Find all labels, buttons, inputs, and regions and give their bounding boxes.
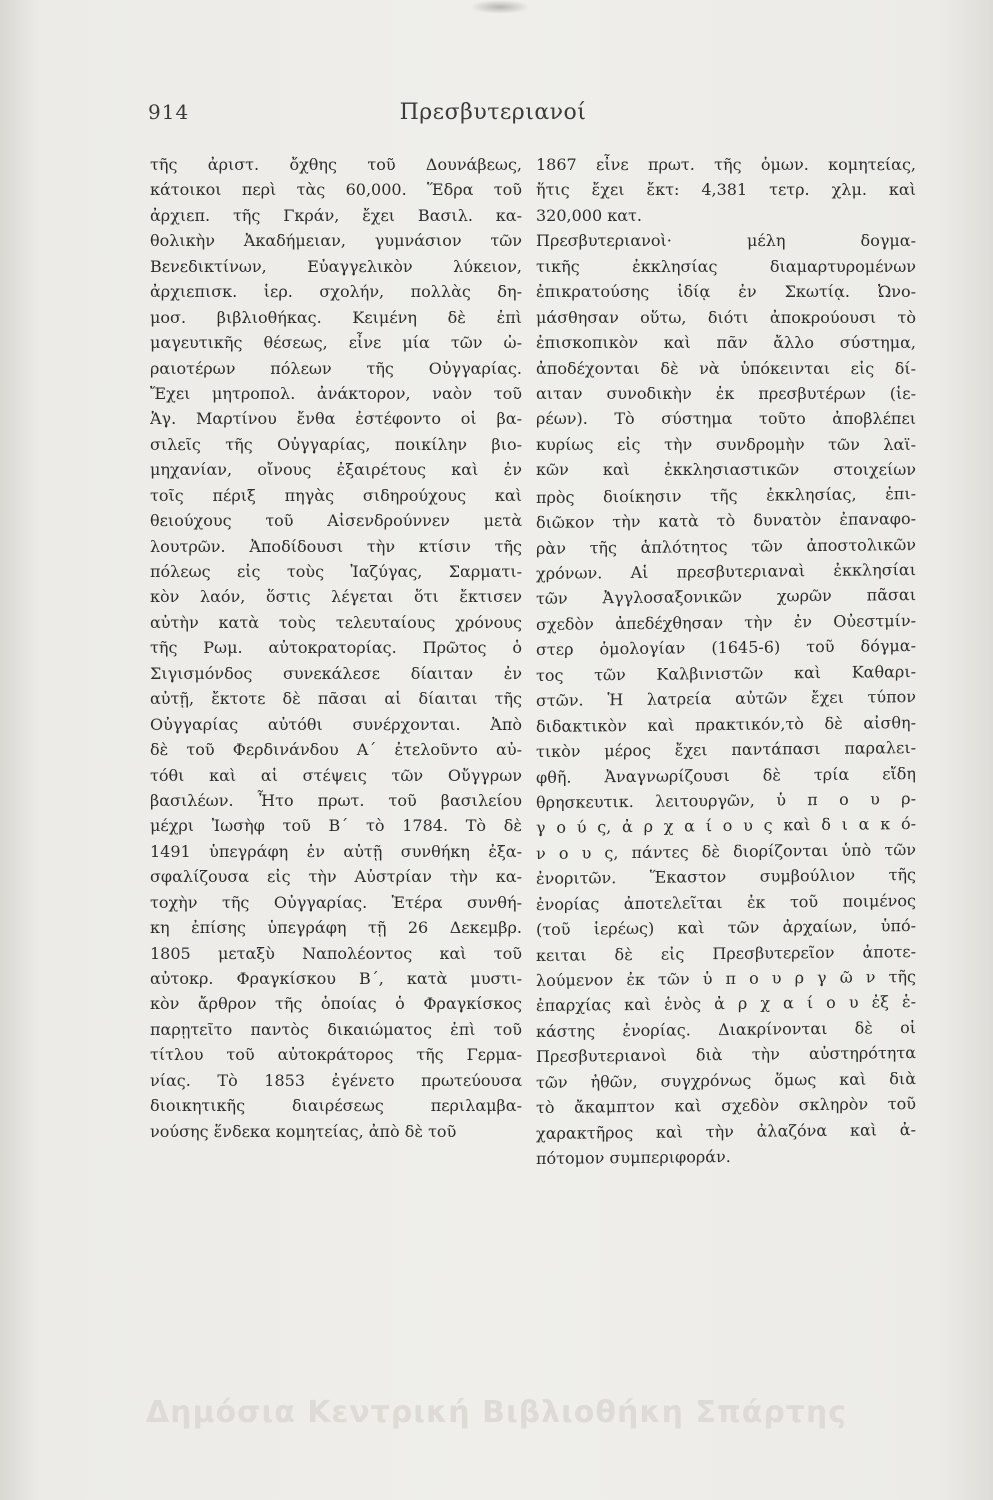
text-line: κειται δὲ εἰς Πρεσβυτερεῖον ἀποτε- (536, 941, 916, 965)
text-line: ρέων). Τὸ σύστημα τοῦτο ἀποβλέπει (536, 409, 916, 429)
page-number: 914 (148, 100, 190, 124)
text-line: τικῆς ἐκκλησίας διαμαρτυρομένων (536, 256, 916, 276)
text-line: στῶν. Ἡ λατρεία αὐτῶν ἔχει τύπον (536, 687, 916, 711)
text-line: ἐπικρατούσης ἰδίᾳ ἐν Σκωτίᾳ. Ὠνο- (536, 282, 916, 302)
text-line: τὸ ἄκαμπτον καὶ σχεδὸν σκληρὸν τοῦ (536, 1094, 916, 1118)
text-line: μέχρι Ἰωσὴφ τοῦ Β΄ τὸ 1784. Τὸ δὲ (150, 816, 522, 836)
text-line: Βενεδικτίνων, Εὐαγγελικὸν λύκειον, (150, 256, 522, 276)
text-line: αὐτὴν κατὰ τοὺς τελευταίους χρόνους (150, 612, 522, 632)
text-line: λούμενον ἐκ τῶν ὑ π ο υ ρ γ ῶ ν τῆς (536, 967, 916, 990)
text-line: Ἁγ. Μαρτίνου ἔνθα ἐστέφοντο οἱ βα- (150, 409, 522, 429)
scan-smudge (470, 0, 530, 14)
text-line: αὐτοκρ. Φραγκίσκου Β΄, κατὰ μυστι- (150, 969, 522, 988)
text-line: τῆς ἀριστ. ὄχθης τοῦ Δουνάβεως, (150, 155, 522, 174)
text-line: τῶν Ἀγγλοσαξονικῶν χωρῶν πᾶσαι (536, 585, 916, 609)
left-text-column (150, 152, 522, 1144)
library-watermark: Δημόσια Κεντρική Βιβλιοθήκη Σπάρτης (145, 1395, 848, 1430)
text-line: διδακτικὸν καὶ πρακτικόν,τὸ δὲ αἰσθη- (536, 712, 916, 736)
text-line: Σιγισμόνδος συνεκάλεσε δίαιταν ἐν (150, 663, 522, 683)
text-line: 1867 εἶνε πρωτ. τῆς ὁμων. κομητείας, (536, 155, 916, 174)
text-line: μαγευτικῆς θέσεως, εἶνε μία τῶν ὠ- (150, 333, 522, 353)
running-title: Πρεσβυτεριανοί (399, 100, 587, 125)
text-line: ραιοτέρων πόλεων τῆς Οὐγγαρίας. (150, 358, 522, 378)
text-line: χαρακτῆρος καὶ τὴν ἀλαζόνα καὶ ἀ- (536, 1119, 916, 1143)
text-line: κῶν καὶ ἐκκλησιαστικῶν στοιχείων (536, 460, 916, 480)
text-line: σιλεῖς τῆς Οὐγγαρίας, ποικίλην βιο- (150, 434, 522, 454)
text-line: κυρίως εἰς τὴν συνδρομὴν τῶν λαϊ- (536, 434, 916, 454)
text-line: κὸν λαόν, ὅστις λέγεται ὅτι ἔκτισεν (150, 587, 522, 607)
text-line: φθῆ. Ἀναγνωρίζουσι δὲ τρία εἴδη (536, 763, 916, 787)
text-line: δὲ τοῦ Φερδινάνδου Α΄ ἐτελοῦντο αὐ- (150, 740, 522, 760)
text-line: κη ἐπίσης ὑπεγράφη τῇ 26 Δεκεμβρ. (150, 918, 522, 938)
text-line: πότομον συμπεριφοράν. (536, 1147, 731, 1169)
text-line: 320,000 κατ. (536, 205, 642, 225)
text-line: τοχὴν τῆς Οὐγγαρίας. Ἑτέρα συνθή- (150, 892, 522, 912)
text-line: βασιλέων. Ἦτο πρωτ. τοῦ βασιλείου (150, 790, 522, 810)
text-line: ἀρχιεπισκ. ἱερ. σχολήν, πολλὰς δη- (150, 282, 522, 302)
text-line: τίτλου τοῦ αὐτοκράτορος τῆς Γερμα- (150, 1045, 522, 1065)
text-line: αιταν συνοδικὴν ἐκ πρεσβυτέρων (ἱε- (536, 383, 916, 403)
text-line: ν ο υ ς, πάντες δὲ διορίζονται ὑπὸ τῶν (536, 839, 916, 863)
text-line: θειούχους τοῦ Αἰσενδρούννεν μετὰ (150, 511, 522, 531)
text-line: μηχανίαν, οἴνους ἐξαιρέτους καὶ ἐν (150, 460, 522, 480)
text-line: πρὸς διοίκησιν τῆς ἐκκλησίας, ἐπι- (536, 483, 916, 507)
text-line: 1805 μεταξὺ Ναπολέοντος καὶ τοῦ (150, 943, 522, 963)
text-line: παρῃτεῖτο παντὸς δικαιώματος ἐπὶ τοῦ (150, 1019, 522, 1039)
text-line: διῶκον τὴν κατὰ τὸ δυνατὸν ἐπαναφο- (536, 509, 916, 533)
text-line: τος τῶν Καλβινιστῶν καὶ Καθαρι- (536, 661, 916, 685)
text-line: Ἔχει μητροπολ. ἀνάκτορον, ναὸν τοῦ (150, 383, 522, 403)
text-line: νούσης ἕνδεκα κομητείας, ἀπὸ δὲ τοῦ (150, 1121, 457, 1141)
text-line: ἥτις ἔχει ἔκτ: 4,381 τετρ. χλμ. καὶ (536, 180, 916, 200)
text-line: διοικητικῆς διαιρέσεως περιλαμβα- (150, 1096, 522, 1116)
text-line: γ ο ύ ς, ἀ ρ χ α ί ο υ ς καὶ δ ι α κ ό- (536, 814, 916, 838)
text-line: ρὰν τῆς ἁπλότητος τῶν ἀποστολικῶν (536, 534, 916, 558)
text-line: τῶν ἠθῶν, συγχρόνως ὅμως καὶ διὰ (536, 1068, 916, 1092)
text-line: νίας. Τὸ 1853 ἐγένετο πρωτεύουσα (150, 1070, 522, 1090)
text-line: τῆς Ρωμ. αὐτοκρατορίας. Πρῶτος ὁ (150, 638, 522, 658)
text-line: πόλεως εἰς τοὺς Ἰαζύγας, Σαρματι- (150, 562, 522, 581)
text-line: (τοῦ ἱερέως) καὶ τῶν ἀρχαίων, ὑπό- (536, 916, 916, 940)
text-line: Οὐγγαρίας αὐτόθι συνέρχονται. Ἀπὸ (150, 714, 522, 734)
text-line: λουτρῶν. Ἀποδίδουσι τὴν κτίσιν τῆς (150, 536, 522, 556)
text-line: ἐνορίας ἀποτελεῖται ἐκ τοῦ ποιμένος (536, 890, 916, 914)
text-line: κὸν ἄρθρον τῆς ὁποίας ὁ Φραγκίσκος (150, 994, 522, 1014)
text-line: αὐτῇ, ἔκτοτε δὲ πᾶσαι αἱ δίαιται τῆς (150, 689, 522, 709)
right-text-column (536, 152, 916, 1170)
text-line: Πρεσβυτεριανοὶ διὰ τὴν αὐστηρότητα (536, 1043, 916, 1067)
text-line: ἀρχιεπ. τῆς Γκράν, ἔχει Βασιλ. κα- (150, 205, 522, 225)
page-header (148, 100, 838, 134)
text-line: τοῖς πέριξ πηγὰς σιδηρούχους καὶ (150, 485, 522, 505)
text-line: Πρεσβυτεριανοὶ· μέλη δογμα- (536, 231, 916, 251)
text-line: σφαλίζουσα εἰς τὴν Αὐστρίαν τὴν κα- (150, 867, 522, 887)
text-line: ἐνοριτῶν. Ἕκαστον συμβούλιον τῆς (536, 865, 916, 889)
text-line: μάσθησαν οὕτω, διότι ἀποκρούουσι τὸ (536, 307, 916, 327)
text-line: στερ ὁμολογίαν (1645-6) τοῦ δόγμα- (536, 636, 916, 660)
text-line: μοσ. βιβλιοθήκας. Κειμένη δὲ ἐπὶ (150, 307, 522, 327)
text-line: σχεδὸν ἀπεδέχθησαν τὴν ἐν Οὐεστμίν- (536, 610, 916, 634)
text-line: ἀποδέχονται δὲ νὰ ὑπόκεινται εἰς δί- (536, 358, 916, 378)
text-line: θρησκευτικ. λειτουργῶν, ὑ π ο υ ρ- (536, 788, 916, 812)
text-line: θολικὴν Ἀκαδήμειαν, γυμνάσιον τῶν (150, 231, 522, 251)
text-line: ἐπαρχίας καὶ ἑνὸς ἀ ρ χ α ί ο υ ἐξ ἑ- (536, 992, 916, 1016)
text-line: 1491 ὑπεγράφη ἐν αὐτῇ συνθήκη ἐξα- (150, 841, 522, 861)
text-line: κάστης ἐνορίας. Διακρίνονται δὲ οἱ (536, 1017, 916, 1041)
text-line: τικὸν μέρος ἔχει παντάπασι παραλει- (536, 738, 916, 762)
text-line: κάτοικοι περὶ τὰς 60,000. Ἕδρα τοῦ (150, 180, 522, 200)
text-line: τόθι καὶ αἱ στέψεις τῶν Οὔγγρων (150, 765, 522, 785)
text-line: χρόνων. Αἱ πρεσβυτεριαναὶ ἐκκλησίαι (536, 560, 916, 583)
text-line: ἐπισκοπικὸν καὶ πᾶν ἄλλο σύστημα, (536, 333, 916, 353)
